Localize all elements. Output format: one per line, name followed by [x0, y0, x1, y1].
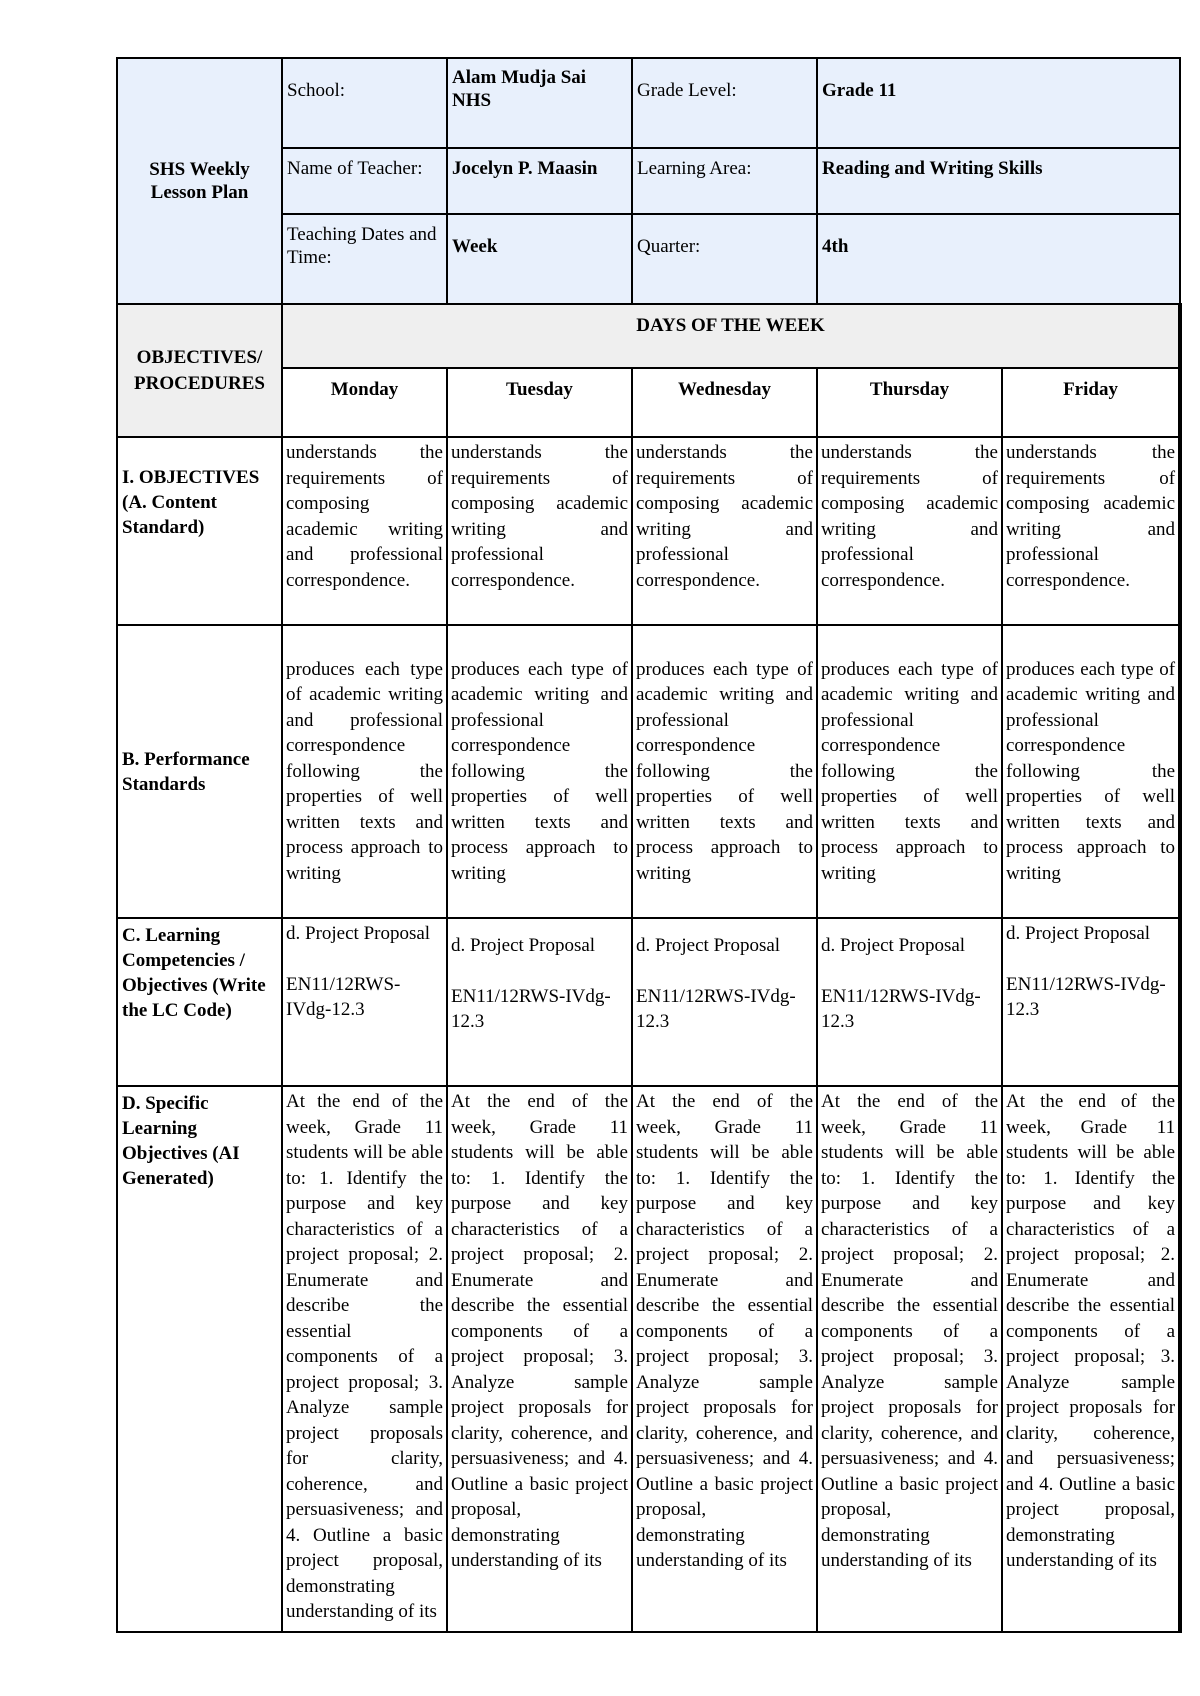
learning-competencies-thursday: [817, 918, 1002, 1086]
specific-objectives-thursday: [817, 1086, 1002, 1632]
learning-competencies-monday: [282, 918, 447, 1086]
competency-code: EN11/12RWS-IVdg-12.3: [451, 985, 611, 1032]
specific-objectives-monday: [282, 1086, 447, 1632]
teacher-label: Name of Teacher:: [282, 148, 447, 214]
learning-competencies-tuesday: [447, 918, 632, 1086]
competency-code: EN11/12RWS-IVdg-12.3: [636, 985, 796, 1032]
day-friday: Friday: [1002, 368, 1180, 437]
competency-code: EN11/12RWS-IVdg-12.3: [821, 985, 981, 1032]
quarter-value: 4th: [817, 214, 1180, 304]
specific-objectives-text: At the end of the week, Grade 11 students will be able to: 1. Identify the purpose and key characteristics of a project proposal; 2. Enumerate and describe the essential components of a project proposal; 3. Analyze sample project proposals for clarity, coherence, and persuasiveness; and 4. Outline a basic project proposal, demonstrating understanding of its: [451, 1091, 628, 1571]
day-monday: Monday: [282, 368, 447, 437]
specific-objectives-text: At the end of the week, Grade 11 students will be able to: 1. Identify the purpose and key characteristics of a project proposal; 2. Enumerate and describe the essential components of a project proposal; 3. Analyze sample project proposals for clarity, coherence, and persuasiveness; and 4. Outline a basic project proposal, demonstrating understanding of its: [1006, 1091, 1176, 1571]
specific-objectives-label: D. Specific Learning Objectives (AI Generated): [117, 1086, 282, 1632]
school-label: School:: [282, 58, 447, 148]
specific-objectives-wednesday: [632, 1086, 817, 1632]
lesson-plan-title: SHS Weekly Lesson Plan: [117, 58, 282, 304]
content-standard-label: I. OBJECTIVES (A. Content Standard): [117, 437, 282, 625]
content-standard-tuesday: understands the requirements of composing academic writing and professional correspondence.: [447, 437, 632, 625]
objectives-procedures-header: OBJECTIVES/ PROCEDURES: [117, 304, 282, 437]
learning-competencies-label: C. Learning Competencies / Objectives (Write the LC Code): [117, 918, 282, 1086]
learning-competencies-wednesday: [632, 918, 817, 1086]
content-standard-thursday: understands the requirements of composing academic writing and professional correspondence.: [817, 437, 1002, 625]
performance-standards-thursday: produces each type of academic writing and professional correspondence following the properties of well written texts and process approach to writing: [817, 625, 1002, 918]
teaching-dates-label: Teaching Dates and Time:: [282, 214, 447, 304]
learning-area-value: Reading and Writing Skills: [817, 148, 1180, 214]
day-wednesday: Wednesday: [632, 368, 817, 437]
day-tuesday: Tuesday: [447, 368, 632, 437]
day-thursday: Thursday: [817, 368, 1002, 437]
lesson-plan-page: [116, 57, 1179, 1645]
grade-level-label: Grade Level:: [632, 58, 817, 148]
content-standard-friday: understands the requirements of composing academic writing and professional correspondence.: [1002, 437, 1180, 625]
school-value: Alam Mudja Sai NHS: [447, 58, 632, 148]
specific-objectives-text: At the end of the week, Grade 11 students will be able to: 1. Identify the purpose and key characteristics of a project proposal; 2. Enumerate and describe the essential components of a project proposal; 3. Analyze sample project proposals for clarity, coherence, and persuasiveness; and 4. Outline a basic project proposal, demonstrating understanding of its: [286, 1091, 443, 1622]
competency-title: d. Project Proposal: [1006, 923, 1151, 944]
competency-title: d. Project Proposal: [286, 923, 431, 944]
competency-title: d. Project Proposal: [451, 935, 596, 956]
specific-objectives-text: At the end of the week, Grade 11 students will be able to: 1. Identify the purpose and key characteristics of a project proposal; 2. Enumerate and describe the essential components of a project proposal; 3. Analyze sample project proposals for clarity, coherence, and persuasiveness; and 4. Outline a basic project proposal, demonstrating understanding of its: [821, 1091, 998, 1571]
specific-objectives-text: At the end of the week, Grade 11 students will be able to: 1. Identify the purpose and key characteristics of a project proposal; 2. Enumerate and describe the essential components of a project proposal; 3. Analyze sample project proposals for clarity, coherence, and persuasiveness; and 4. Outline a basic project proposal, demonstrating understanding of its: [636, 1091, 813, 1571]
content-standard-monday: understands the requirements of composing academic writing and professional correspondence.: [282, 437, 447, 625]
days-of-week-header: DAYS OF THE WEEK: [282, 304, 1180, 368]
specific-objectives-friday: [1002, 1086, 1180, 1632]
performance-standards-monday: produces each type of academic writing and professional correspondence following the properties of well written texts and process approach to writing: [282, 625, 447, 918]
competency-code: EN11/12RWS-IVdg-12.3: [286, 973, 401, 1020]
learning-competencies-friday: [1002, 918, 1180, 1086]
specific-objectives-tuesday: [447, 1086, 632, 1632]
teaching-dates-value: Week: [447, 214, 632, 304]
competency-title: d. Project Proposal: [636, 935, 781, 956]
learning-area-label: Learning Area:: [632, 148, 817, 214]
content-standard-wednesday: understands the requirements of composing academic writing and professional correspondence.: [632, 437, 817, 625]
competency-code: EN11/12RWS-IVdg-12.3: [1006, 973, 1166, 1020]
grade-level-value: Grade 11: [817, 58, 1180, 148]
quarter-label: Quarter:: [632, 214, 817, 304]
performance-standards-tuesday: produces each type of academic writing and professional correspondence following the properties of well written texts and process approach to writing: [447, 625, 632, 918]
performance-standards-label: B. Performance Standards: [117, 625, 282, 918]
competency-title: d. Project Proposal: [821, 935, 966, 956]
objectives-grid: [116, 303, 1182, 1633]
lesson-plan-header: [116, 57, 1181, 305]
performance-standards-friday: produces each type of academic writing and professional correspondence following the properties of well written texts and process approach to writing: [1002, 625, 1180, 918]
performance-standards-wednesday: produces each type of academic writing and professional correspondence following the properties of well written texts and process approach to writing: [632, 625, 817, 918]
teacher-value: Jocelyn P. Maasin: [447, 148, 632, 214]
